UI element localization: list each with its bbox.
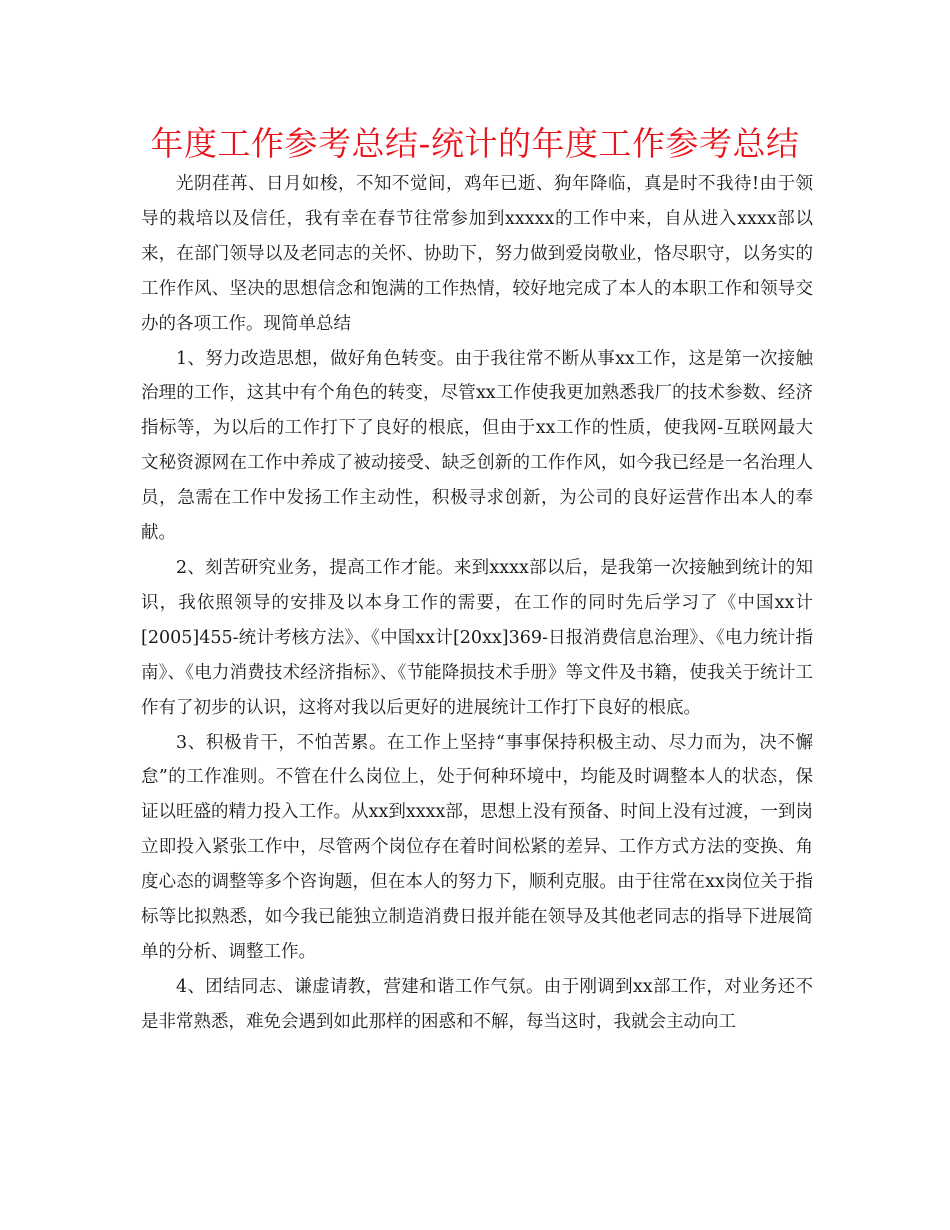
paragraph-intro: 光阴荏苒、日月如梭，不知不觉间，鸡年已逝、狗年降临，真是时不我待!由于领导的栽培以及信任，我有幸在春节往常参加到xxxxx的工作中来，自从进入xxxx部以来，在部门领导以及老同志的关怀、协助下，努力做到爱岗敬业，恪尽职守，以务实的工作作风、坚决的思想信念和饱满的工作热情，较好地完成了本人的本职工作和领导交办的各项工作。现简单总结 (141, 174, 813, 334)
paragraph-item-2: 2、刻苦研究业务，提高工作才能。来到xxxx部以后，是我第一次接触到统计的知识，我依照领导的安排及以本身工作的需要，在工作的同时先后学习了《中国xx计[2005]455-统计考核方法》、《中国xx计[20xx]369-日报消费信息治理》、《电力统计指南》、《电力消费技术经济指标》、《节能降损技术手册》等文件及书籍，使我关于统计工作有了初步的认识，这将对我以后更好的进展统计工作打下良好的根底。 (141, 557, 813, 718)
paragraph-item-3: 3、积极肯干，不怕苦累。在工作上坚持“事事保持积极主动、尽力而为，决不懈怠”的工作准则。不管在什么岗位上，处于何种环境中，均能及时调整本人的状态，保证以旺盛的精力投入工作。从xx到xxxx部，思想上没有预备、时间上没有过渡，一到岗立即投入紧张工作中，尽管两个岗位存在着时间松紧的差异、工作方式方法的变换、角度心态的调整等多个咨询题，但在本人的努力下，顺利克服。由于往常在xx岗位关于指标等比拟熟悉，如今我已能独立制造消费日报并能在领导及其他老同志的指导下进展简单的分析、调整工作。 (141, 732, 813, 962)
document-title: 年度工作参考总结-统计的年度工作参考总结 (150, 124, 800, 163)
document-body (141, 167, 813, 1040)
paragraph-item-4: 4、团结同志、谦虚请教，营建和谐工作气氛。由于刚调到xx部工作，对业务还不是非常熟悉，难免会遇到如此那样的困惑和不解，每当这时，我就会主动向工 (141, 976, 813, 1032)
paragraph-item-1: 1、努力改造思想，做好角色转变。由于我往常不断从事xx工作，这是第一次接触治理的工作，这其中有个角色的转变，尽管xx工作使我更加熟悉我厂的技术参数、经济指标等，为以后的工作打下了良好的根底，但由于xx工作的性质，使我网-互联网最大文秘资源网在工作中养成了被动接受、缺乏创新的工作作风，如今我已经是一名治理人员，急需在工作中发扬工作主动性，积极寻求创新，为公司的良好运营作出本人的奉献。 (141, 348, 813, 544)
